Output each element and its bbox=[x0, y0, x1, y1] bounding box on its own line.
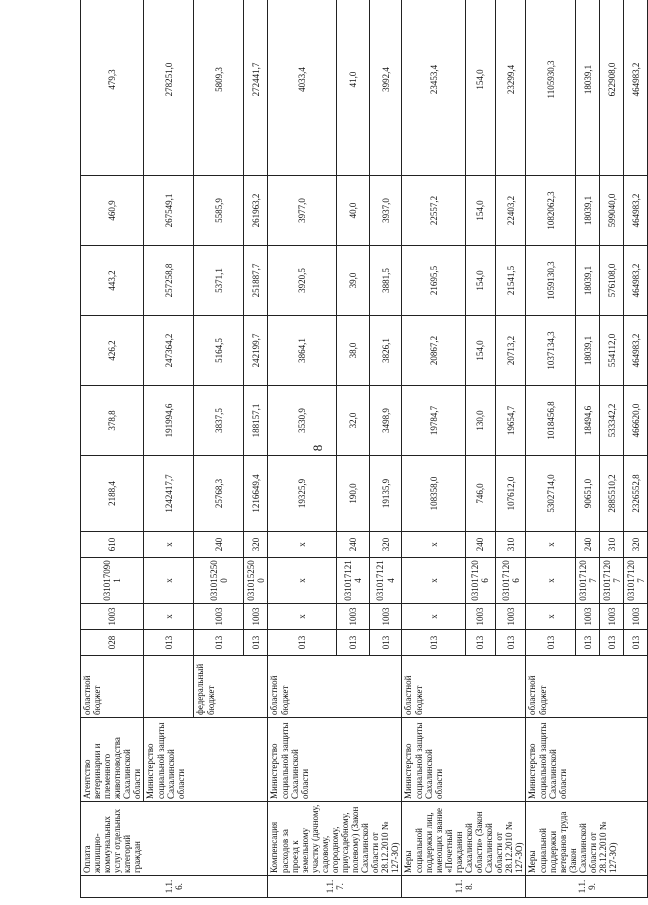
amount-cell: 464983,2 bbox=[624, 0, 648, 176]
executor-cell: Министерство социальной защиты Сахалинской области bbox=[268, 718, 402, 802]
code-cell: 013 bbox=[244, 630, 268, 656]
code-cell: 0310152500 bbox=[244, 558, 268, 604]
amount-cell: 3826,1 bbox=[369, 316, 402, 386]
amount-cell: 5302714,0 bbox=[526, 456, 576, 532]
amount-cell: 3881,5 bbox=[369, 246, 402, 316]
code-cell: 013 bbox=[526, 630, 576, 656]
amount-cell: 1105930,3 bbox=[526, 0, 576, 176]
amount-cell: 22557,2 bbox=[402, 176, 465, 246]
amount-cell: 19654,7 bbox=[496, 386, 526, 456]
amount-cell: 278251,0 bbox=[144, 0, 194, 176]
amount-cell: 5585,9 bbox=[194, 176, 244, 246]
code-cell: 0310171206 bbox=[496, 558, 526, 604]
page-number: 8 bbox=[310, 444, 325, 452]
amount-cell: 460,9 bbox=[81, 176, 144, 246]
table-row bbox=[144, 0, 194, 898]
code-cell: 013 bbox=[624, 630, 648, 656]
code-cell: 240 bbox=[194, 532, 244, 558]
amount-cell: 251887,7 bbox=[244, 246, 268, 316]
amount-cell: 38,0 bbox=[336, 316, 369, 386]
funding-source-cell: областной бюджет bbox=[268, 656, 402, 718]
amount-cell: 3837,5 bbox=[194, 386, 244, 456]
amount-cell: 3498,9 bbox=[369, 386, 402, 456]
amount-cell: 378,8 bbox=[81, 386, 144, 456]
amount-cell: 261963,2 bbox=[244, 176, 268, 246]
amount-cell: 3530,9 bbox=[268, 386, 336, 456]
amount-cell: 18039,1 bbox=[576, 246, 600, 316]
amount-cell: 154,0 bbox=[465, 316, 495, 386]
table-body bbox=[81, 0, 648, 898]
amount-cell: 90651,0 bbox=[576, 456, 600, 532]
amount-cell: 267549,1 bbox=[144, 176, 194, 246]
amount-cell: 1018456,8 bbox=[526, 386, 576, 456]
amount-cell: 190,0 bbox=[336, 456, 369, 532]
amount-cell: 154,0 bbox=[465, 176, 495, 246]
code-cell: 013 bbox=[336, 630, 369, 656]
amount-cell: 107612,0 bbox=[496, 456, 526, 532]
amount-cell: 25768,3 bbox=[194, 456, 244, 532]
amount-cell: 3864,1 bbox=[268, 316, 336, 386]
amount-cell: 464983,2 bbox=[624, 246, 648, 316]
measure-name: Оплата жилищно-коммунальных услуг отдельных категорий граждан bbox=[81, 802, 268, 876]
code-cell: 1003 bbox=[576, 604, 600, 630]
measure-name: Меры социальной поддержки лиц, имеющих звание «Почетный гражданин Сахалинской области» (Закон Сахалинской области от 28.12.2010 № 127-ЗО) bbox=[402, 802, 526, 876]
code-cell: 310 bbox=[600, 532, 624, 558]
table-row bbox=[402, 0, 465, 898]
amount-cell: 41,0 bbox=[336, 0, 369, 176]
amount-cell: 3920,5 bbox=[268, 246, 336, 316]
code-cell: 013 bbox=[576, 630, 600, 656]
code-cell: 013 bbox=[402, 630, 465, 656]
section-number: 1.1.6. bbox=[81, 876, 268, 898]
code-cell: 013 bbox=[144, 630, 194, 656]
code-cell: 0310152500 bbox=[194, 558, 244, 604]
amount-cell: 2326552,8 bbox=[624, 456, 648, 532]
code-cell: 1003 bbox=[624, 604, 648, 630]
code-cell: x bbox=[268, 532, 336, 558]
code-cell: 013 bbox=[369, 630, 402, 656]
measure-name: Компенсация расходов за проезд к земельному участку (дачному, садовому, огородному, приусадебному, полевому) (Закон Сахалинской области от 28.12.2010 № 127-ЗО) bbox=[268, 802, 402, 876]
amount-cell: 19784,7 bbox=[402, 386, 465, 456]
code-cell: 013 bbox=[600, 630, 624, 656]
code-cell: 240 bbox=[465, 532, 495, 558]
code-cell: 1003 bbox=[600, 604, 624, 630]
amount-cell: 23299,4 bbox=[496, 0, 526, 176]
amount-cell: 622908,0 bbox=[600, 0, 624, 176]
table-row bbox=[81, 0, 144, 898]
amount-cell: 272441,7 bbox=[244, 0, 268, 176]
amount-cell: 1216649,4 bbox=[244, 456, 268, 532]
code-cell: 1003 bbox=[244, 604, 268, 630]
code-cell: x bbox=[144, 532, 194, 558]
code-cell: x bbox=[402, 558, 465, 604]
code-cell: 0310171207 bbox=[624, 558, 648, 604]
amount-cell: 18039,1 bbox=[576, 176, 600, 246]
code-cell: 0310170901 bbox=[81, 558, 144, 604]
amount-cell: 1242417,7 bbox=[144, 456, 194, 532]
code-cell: 240 bbox=[576, 532, 600, 558]
rotated-table-wrapper bbox=[80, 8, 646, 898]
amount-cell: 533342,2 bbox=[600, 386, 624, 456]
funding-source-cell: областной бюджет bbox=[402, 656, 526, 718]
amount-cell: 39,0 bbox=[336, 246, 369, 316]
amount-cell: 247364,2 bbox=[144, 316, 194, 386]
code-cell: 0310171207 bbox=[600, 558, 624, 604]
executor-cell: Министерство социальной защиты Сахалинской области bbox=[402, 718, 526, 802]
code-cell: 610 bbox=[81, 532, 144, 558]
amount-cell: 191994,6 bbox=[144, 386, 194, 456]
amount-cell: 3992,4 bbox=[369, 0, 402, 176]
amount-cell: 32,0 bbox=[336, 386, 369, 456]
code-cell: 028 bbox=[81, 630, 144, 656]
amount-cell: 154,0 bbox=[465, 0, 495, 176]
code-cell: 320 bbox=[624, 532, 648, 558]
table-row bbox=[268, 0, 336, 898]
amount-cell: 1037134,3 bbox=[526, 316, 576, 386]
amount-cell: 20867,2 bbox=[402, 316, 465, 386]
amount-cell: 479,3 bbox=[81, 0, 144, 176]
code-cell: 013 bbox=[496, 630, 526, 656]
executor-cell: Министерство социальной защиты Сахалинской области bbox=[526, 718, 648, 802]
amount-cell: 21695,5 bbox=[402, 246, 465, 316]
code-cell: 013 bbox=[194, 630, 244, 656]
code-cell: 1003 bbox=[336, 604, 369, 630]
funding-source-cell: федеральный бюджет bbox=[194, 656, 268, 718]
code-cell: x bbox=[144, 604, 194, 630]
amount-cell: 21541,5 bbox=[496, 246, 526, 316]
amount-cell: 22403,2 bbox=[496, 176, 526, 246]
amount-cell: 154,0 bbox=[465, 246, 495, 316]
amount-cell: 2188,4 bbox=[81, 456, 144, 532]
code-cell: 1003 bbox=[496, 604, 526, 630]
amount-cell: 5371,1 bbox=[194, 246, 244, 316]
executor-cell: Министерство социальной защиты Сахалинской области bbox=[144, 718, 268, 802]
amount-cell: 3937,0 bbox=[369, 176, 402, 246]
code-cell: 1003 bbox=[81, 604, 144, 630]
executor-cell: Агентство ветеринарии и племенного животноводства Сахалинской области bbox=[81, 718, 144, 802]
code-cell: 0310171207 bbox=[576, 558, 600, 604]
code-cell: x bbox=[402, 532, 465, 558]
amount-cell: 1082062,3 bbox=[526, 176, 576, 246]
amount-cell: 257258,8 bbox=[144, 246, 194, 316]
code-cell: 240 bbox=[336, 532, 369, 558]
code-cell: 320 bbox=[369, 532, 402, 558]
code-cell: 0310171214 bbox=[336, 558, 369, 604]
measure-name: Меры социальной поддержки ветеранов труда (Закон Сахалинской области от 28.12.2010 № 127-ЗО) bbox=[526, 802, 648, 876]
code-cell: x bbox=[526, 532, 576, 558]
funding-source-cell bbox=[144, 656, 194, 718]
amount-cell: 18039,1 bbox=[576, 0, 600, 176]
budget-table bbox=[80, 0, 648, 898]
amount-cell: 130,0 bbox=[465, 386, 495, 456]
code-cell: 0310171214 bbox=[369, 558, 402, 604]
code-cell: 1003 bbox=[194, 604, 244, 630]
amount-cell: 1059130,3 bbox=[526, 246, 576, 316]
amount-cell: 19135,9 bbox=[369, 456, 402, 532]
code-cell: 013 bbox=[465, 630, 495, 656]
funding-source-cell: областной бюджет bbox=[526, 656, 648, 718]
funding-source-cell: областной бюджет bbox=[81, 656, 144, 718]
code-cell: x bbox=[526, 604, 576, 630]
code-cell: 0310171206 bbox=[465, 558, 495, 604]
code-cell: x bbox=[268, 604, 336, 630]
code-cell: 013 bbox=[268, 630, 336, 656]
amount-cell: 18039,1 bbox=[576, 316, 600, 386]
amount-cell: 40,0 bbox=[336, 176, 369, 246]
code-cell: 310 bbox=[496, 532, 526, 558]
code-cell: x bbox=[402, 604, 465, 630]
amount-cell: 3977,0 bbox=[268, 176, 336, 246]
code-cell: x bbox=[526, 558, 576, 604]
amount-cell: 5164,5 bbox=[194, 316, 244, 386]
amount-cell: 242199,7 bbox=[244, 316, 268, 386]
amount-cell: 4033,4 bbox=[268, 0, 336, 176]
amount-cell: 464983,2 bbox=[624, 176, 648, 246]
amount-cell: 443,2 bbox=[81, 246, 144, 316]
amount-cell: 23453,4 bbox=[402, 0, 465, 176]
amount-cell: 576108,0 bbox=[600, 246, 624, 316]
section-number: 1.1.9. bbox=[526, 876, 648, 898]
code-cell: 1003 bbox=[369, 604, 402, 630]
amount-cell: 108358,0 bbox=[402, 456, 465, 532]
amount-cell: 599040,0 bbox=[600, 176, 624, 246]
amount-cell: 19325,9 bbox=[268, 456, 336, 532]
section-number: 1.1.8. bbox=[402, 876, 526, 898]
code-cell: x bbox=[144, 558, 194, 604]
amount-cell: 466620,0 bbox=[624, 386, 648, 456]
code-cell: 1003 bbox=[465, 604, 495, 630]
amount-cell: 18494,6 bbox=[576, 386, 600, 456]
table-row bbox=[526, 0, 576, 898]
amount-cell: 746,0 bbox=[465, 456, 495, 532]
code-cell: 320 bbox=[244, 532, 268, 558]
section-number: 1.1.7. bbox=[268, 876, 402, 898]
amount-cell: 464983,2 bbox=[624, 316, 648, 386]
amount-cell: 426,2 bbox=[81, 316, 144, 386]
amount-cell: 554112,0 bbox=[600, 316, 624, 386]
amount-cell: 20713,2 bbox=[496, 316, 526, 386]
code-cell: x bbox=[268, 558, 336, 604]
amount-cell: 2885510,2 bbox=[600, 456, 624, 532]
amount-cell: 188157,1 bbox=[244, 386, 268, 456]
amount-cell: 5809,3 bbox=[194, 0, 244, 176]
